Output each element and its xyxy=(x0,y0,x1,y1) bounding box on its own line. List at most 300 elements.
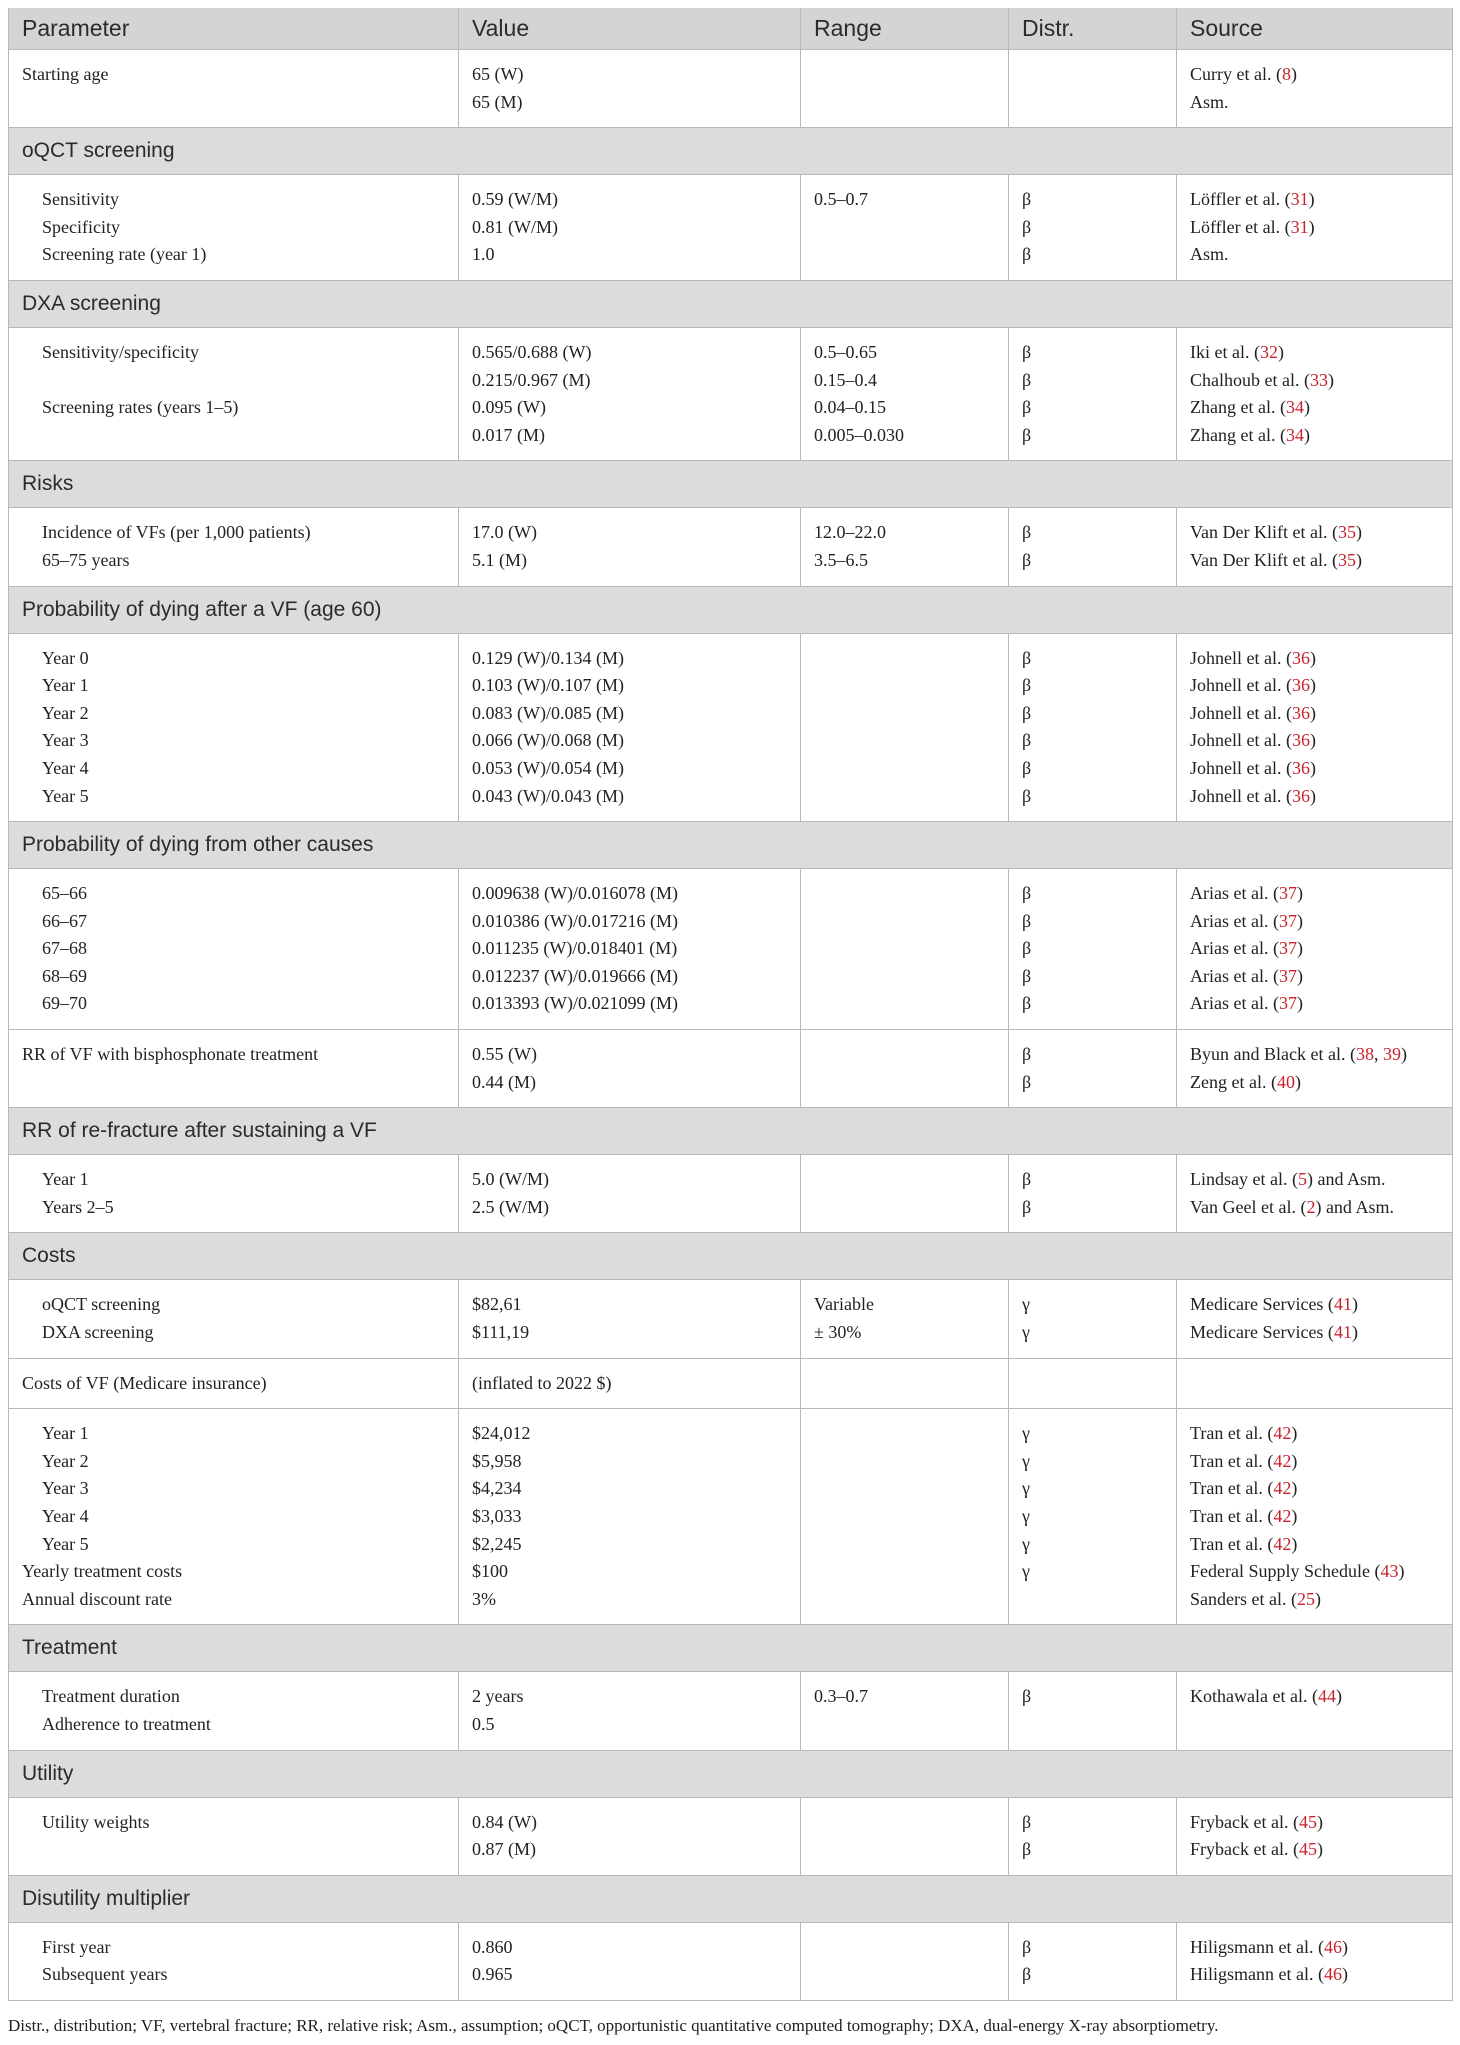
citation-text: Van Der Klift et al. ( xyxy=(1190,522,1338,543)
source-citation xyxy=(1190,1934,1439,1962)
reference-link[interactable]: 42 xyxy=(1273,1423,1292,1444)
reference-link[interactable]: 43 xyxy=(1380,1561,1399,1582)
header-parameter: Parameter xyxy=(9,8,459,50)
citation-text: ) xyxy=(1316,1839,1323,1860)
citation-text: Tran et al. ( xyxy=(1190,1423,1274,1444)
distr-line: β xyxy=(1022,1196,1032,1217)
table-row xyxy=(9,1030,1453,1108)
parameter-line: 67–68 xyxy=(42,938,87,959)
range-cell xyxy=(801,508,1009,586)
source-citation xyxy=(1190,214,1439,242)
distr-line: β xyxy=(1022,244,1032,265)
range-cell xyxy=(801,1409,1009,1625)
value-cell xyxy=(459,1409,801,1625)
section-header-row xyxy=(9,1233,1453,1280)
parameter-line: Subsequent years xyxy=(42,1964,168,1985)
citation-text: Johnell et al. ( xyxy=(1190,730,1292,751)
section-title: Risks xyxy=(9,461,1453,508)
citation-text: ) xyxy=(1303,424,1310,445)
range-line: 12.0–22.0 xyxy=(814,522,886,543)
section-title: RR of re-fracture after sustaining a VF xyxy=(9,1108,1453,1155)
source-citation xyxy=(1190,1420,1439,1448)
header-row xyxy=(9,8,1453,50)
reference-link[interactable]: 37 xyxy=(1278,965,1297,986)
source-citation xyxy=(1190,1041,1439,1069)
parameter-line: Year 3 xyxy=(42,730,89,751)
section-header-row xyxy=(9,1875,1453,1922)
citation-text: ) xyxy=(1291,1423,1298,1444)
value-line: $82,61 xyxy=(472,1294,522,1315)
distr-line: β xyxy=(1022,1169,1032,1190)
source-cell xyxy=(1177,1922,1453,2000)
header-source: Source xyxy=(1177,8,1453,50)
distr-line: β xyxy=(1022,647,1032,668)
parameter-line: 69–70 xyxy=(42,993,87,1014)
value-line: 0.965 xyxy=(472,1964,513,1985)
citation-text: ) xyxy=(1308,189,1315,210)
reference-link[interactable]: 38 xyxy=(1355,1044,1374,1065)
citation-text: Asm. xyxy=(1190,244,1229,265)
parameter-line: Screening rates (years 1–5) xyxy=(42,397,239,418)
value-line: 0.013393 (W)/0.021099 (M) xyxy=(472,993,678,1014)
value-cell xyxy=(459,1797,801,1875)
parameter-line: First year xyxy=(42,1936,111,1957)
reference-link[interactable]: 42 xyxy=(1273,1533,1292,1554)
range-line: ± 30% xyxy=(814,1322,862,1343)
citation-text: Arias et al. ( xyxy=(1190,910,1279,931)
source-citation xyxy=(1190,394,1439,422)
source-citation xyxy=(1190,880,1439,908)
reference-link[interactable]: 25 xyxy=(1296,1588,1315,1609)
source-citation xyxy=(1190,727,1439,755)
citation-text: ) and Asm. xyxy=(1315,1196,1394,1217)
distr-cell xyxy=(1009,1409,1177,1625)
citation-text: ) xyxy=(1341,1936,1348,1957)
citation-text: ) xyxy=(1327,369,1334,390)
section-header-row xyxy=(9,1625,1453,1672)
source-cell xyxy=(1177,1797,1453,1875)
value-line: 0.053 (W)/0.054 (M) xyxy=(472,757,624,778)
distr-line: β xyxy=(1022,1964,1032,1985)
source-citation xyxy=(1190,908,1439,936)
distr-line: β xyxy=(1022,730,1032,751)
citation-text: ) xyxy=(1294,1071,1301,1092)
parameter-line: 65–66 xyxy=(42,883,87,904)
value-cell xyxy=(459,1155,801,1233)
citation-text: Byun and Black et al. ( xyxy=(1190,1044,1356,1065)
table-row xyxy=(9,508,1453,586)
parameter-line: Treatment duration xyxy=(42,1686,180,1707)
source-citation xyxy=(1190,990,1439,1018)
citation-text: , xyxy=(1373,1044,1383,1065)
value-line: $4,234 xyxy=(472,1478,522,1499)
citation-text: Arias et al. ( xyxy=(1190,883,1279,904)
citation-text: ) xyxy=(1341,1964,1348,1985)
reference-link[interactable]: 31 xyxy=(1290,189,1309,210)
citation-text: Zhang et al. ( xyxy=(1190,397,1286,418)
table-row xyxy=(9,175,1453,281)
citation-text: Löffler et al. ( xyxy=(1190,216,1291,237)
distr-cell xyxy=(1009,175,1177,281)
citation-text: Johnell et al. ( xyxy=(1190,647,1292,668)
citation-text: ) xyxy=(1296,965,1303,986)
section-header-row xyxy=(9,280,1453,327)
source-citation xyxy=(1190,339,1439,367)
source-citation xyxy=(1190,783,1439,811)
range-line: 0.5–0.7 xyxy=(814,189,868,210)
parameter-line: Utility weights xyxy=(42,1811,150,1832)
parameter-cell xyxy=(9,869,459,1030)
source-cell xyxy=(1177,175,1453,281)
reference-link[interactable]: 36 xyxy=(1291,757,1310,778)
citation-text: ) xyxy=(1296,883,1303,904)
reference-link[interactable]: 37 xyxy=(1278,993,1297,1014)
parameter-cell xyxy=(9,1797,459,1875)
citation-text: ) xyxy=(1355,549,1362,570)
parameter-line: Sensitivity/specificity xyxy=(42,341,199,362)
reference-link[interactable]: 36 xyxy=(1291,785,1310,806)
parameter-cell xyxy=(9,1155,459,1233)
reference-link[interactable]: 33 xyxy=(1309,369,1328,390)
value-line: 0.011235 (W)/0.018401 (M) xyxy=(472,938,678,959)
value-line: 0.81 (W/M) xyxy=(472,216,558,237)
reference-link[interactable]: 37 xyxy=(1278,938,1297,959)
reference-link[interactable]: 36 xyxy=(1291,730,1310,751)
source-cell xyxy=(1177,1280,1453,1358)
value-cell xyxy=(459,633,801,822)
section-title: Costs xyxy=(9,1233,1453,1280)
citation-text: ) xyxy=(1303,397,1310,418)
citation-text: Zeng et al. ( xyxy=(1190,1071,1277,1092)
parameter-line: Yearly treatment costs xyxy=(22,1561,183,1582)
distr-line: β xyxy=(1022,397,1032,418)
value-line: 1.0 xyxy=(472,244,495,265)
value-line: 0.083 (W)/0.085 (M) xyxy=(472,702,624,723)
range-cell xyxy=(801,1155,1009,1233)
range-cell xyxy=(801,327,1009,460)
distr-cell xyxy=(1009,1672,1177,1750)
value-line: $5,958 xyxy=(472,1450,522,1471)
distr-line: β xyxy=(1022,910,1032,931)
source-citation xyxy=(1190,935,1439,963)
reference-link[interactable]: 45 xyxy=(1298,1811,1317,1832)
reference-link[interactable]: 42 xyxy=(1273,1478,1292,1499)
table-footnote: Distr., distribution; VF, vertebral fracture; RR, relative risk; Asm., assumption; oQCT, opportunistic quantitative computed tomography; DXA, dual-energy X-ray absorptiometry. xyxy=(8,2016,1219,2035)
section-title: oQCT screening xyxy=(9,128,1453,175)
reference-link[interactable]: 41 xyxy=(1333,1322,1352,1343)
parameter-line: Year 1 xyxy=(42,1169,89,1190)
parameter-cell xyxy=(9,1672,459,1750)
value-cell xyxy=(459,50,801,128)
reference-link[interactable]: 36 xyxy=(1291,675,1310,696)
citation-text: ) xyxy=(1316,1811,1323,1832)
value-cell xyxy=(459,1030,801,1108)
reference-link[interactable]: 36 xyxy=(1291,702,1310,723)
parameter-line: DXA screening xyxy=(42,1322,154,1343)
distr-line: β xyxy=(1022,549,1032,570)
distr-line: β xyxy=(1022,785,1032,806)
value-line: $3,033 xyxy=(472,1506,522,1526)
reference-link[interactable]: 46 xyxy=(1323,1936,1342,1957)
parameter-line: Year 4 xyxy=(42,757,89,778)
parameter-cell xyxy=(9,633,459,822)
source-citation xyxy=(1190,547,1439,575)
distr-line: β xyxy=(1022,189,1032,210)
citation-text: Tran et al. ( xyxy=(1190,1478,1274,1499)
table-row xyxy=(9,1155,1453,1233)
section-header-row xyxy=(9,586,1453,633)
citation-text: Iki et al. ( xyxy=(1190,341,1260,362)
value-line: 2.5 (W/M) xyxy=(472,1196,549,1217)
distr-line: γ xyxy=(1022,1322,1030,1343)
section-header-row xyxy=(9,461,1453,508)
parameter-line: Adherence to treatment xyxy=(42,1713,211,1734)
citation-text: Tran et al. ( xyxy=(1190,1533,1274,1554)
table-body xyxy=(9,50,1453,2001)
source-cell xyxy=(1177,1358,1453,1409)
citation-text: ) xyxy=(1309,675,1316,696)
distr-line: γ xyxy=(1022,1561,1030,1582)
distr-line: γ xyxy=(1022,1450,1030,1471)
parameter-line: Annual discount rate xyxy=(22,1588,172,1609)
value-line: 5.0 (W/M) xyxy=(472,1169,549,1190)
parameter-line: Year 1 xyxy=(42,675,89,696)
value-line: 0.010386 (W)/0.017216 (M) xyxy=(472,910,678,931)
distr-line: β xyxy=(1022,522,1032,543)
distr-line: β xyxy=(1022,938,1032,959)
source-citation xyxy=(1190,519,1439,547)
range-cell xyxy=(801,633,1009,822)
value-line: $100 xyxy=(472,1561,508,1582)
range-cell xyxy=(801,50,1009,128)
citation-text: Van Geel et al. ( xyxy=(1190,1196,1307,1217)
citation-text: ) xyxy=(1309,647,1316,668)
citation-text: ) xyxy=(1351,1294,1358,1315)
value-cell xyxy=(459,327,801,460)
reference-link[interactable]: 41 xyxy=(1333,1294,1352,1315)
value-line: 0.129 (W)/0.134 (M) xyxy=(472,647,624,668)
citation-text: ) xyxy=(1314,1588,1321,1609)
reference-link[interactable]: 5 xyxy=(1297,1169,1307,1190)
citation-text: ) xyxy=(1400,1044,1407,1065)
citation-text: Medicare Services ( xyxy=(1190,1294,1334,1315)
distr-cell xyxy=(1009,50,1177,128)
citation-text: Lindsay et al. ( xyxy=(1190,1169,1298,1190)
citation-text: Johnell et al. ( xyxy=(1190,702,1292,723)
parameter-line: 66–67 xyxy=(42,910,87,931)
value-line: 0.84 (W) xyxy=(472,1811,537,1832)
source-citation xyxy=(1190,1809,1439,1837)
parameter-cell xyxy=(9,1280,459,1358)
source-cell xyxy=(1177,50,1453,128)
parameter-line: Year 5 xyxy=(42,785,89,806)
table-row xyxy=(9,1672,1453,1750)
reference-link[interactable]: 42 xyxy=(1273,1506,1292,1526)
distr-line: β xyxy=(1022,341,1032,362)
source-citation xyxy=(1190,1291,1439,1319)
citation-text: ) xyxy=(1296,910,1303,931)
source-citation xyxy=(1190,61,1439,89)
citation-text: ) xyxy=(1291,1506,1298,1526)
section-title: Probability of dying from other causes xyxy=(9,822,1453,869)
source-citation xyxy=(1190,1069,1439,1097)
value-line: 2 years xyxy=(472,1686,524,1707)
reference-link[interactable]: 34 xyxy=(1285,397,1304,418)
citation-text: Arias et al. ( xyxy=(1190,965,1279,986)
section-title: Probability of dying after a VF (age 60) xyxy=(9,586,1453,633)
reference-link[interactable]: 34 xyxy=(1285,424,1304,445)
distr-cell xyxy=(1009,633,1177,822)
source-cell xyxy=(1177,869,1453,1030)
citation-text: Zhang et al. ( xyxy=(1190,424,1286,445)
reference-link[interactable]: 42 xyxy=(1273,1450,1292,1471)
parameter-line xyxy=(22,367,445,395)
source-citation xyxy=(1190,1448,1439,1476)
range-cell xyxy=(801,1030,1009,1108)
distr-line: γ xyxy=(1022,1478,1030,1499)
range-line: 0.15–0.4 xyxy=(814,369,877,390)
parameter-cell xyxy=(9,1922,459,2000)
citation-text: ) xyxy=(1351,1322,1358,1343)
value-line: 3% xyxy=(472,1588,496,1609)
reference-link[interactable]: 8 xyxy=(1281,64,1291,84)
source-citation xyxy=(1190,1194,1439,1222)
citation-text: ) xyxy=(1296,993,1303,1014)
citation-text: Van Der Klift et al. ( xyxy=(1190,549,1338,570)
distr-line: γ xyxy=(1022,1506,1030,1526)
table-row xyxy=(9,50,1453,128)
value-cell xyxy=(459,1280,801,1358)
value-line: 0.215/0.967 (M) xyxy=(472,369,591,390)
distr-cell xyxy=(1009,1280,1177,1358)
value-line: 0.103 (W)/0.107 (M) xyxy=(472,675,624,696)
reference-link[interactable]: 2 xyxy=(1306,1196,1316,1217)
citation-text: ) xyxy=(1277,341,1284,362)
parameter-line: Year 4 xyxy=(42,1506,89,1526)
reference-link[interactable]: 31 xyxy=(1290,216,1309,237)
distr-cell xyxy=(1009,327,1177,460)
section-title: Disutility multiplier xyxy=(9,1875,1453,1922)
reference-link[interactable]: 35 xyxy=(1337,522,1356,543)
source-cell xyxy=(1177,327,1453,460)
parameter-line: 68–69 xyxy=(42,965,87,986)
value-line: 5.1 (M) xyxy=(472,549,527,570)
value-line: (inflated to 2022 $) xyxy=(472,1372,612,1393)
distr-cell xyxy=(1009,1797,1177,1875)
source-cell xyxy=(1177,633,1453,822)
distr-line: β xyxy=(1022,1071,1032,1092)
distr-line: γ xyxy=(1022,1423,1030,1444)
parameter-line: 65–75 years xyxy=(42,549,130,570)
citation-text: Tran et al. ( xyxy=(1190,1450,1274,1471)
parameter-line: Year 2 xyxy=(42,702,89,723)
distr-line: β xyxy=(1022,965,1032,986)
header-value: Value xyxy=(459,8,801,50)
reference-link[interactable]: 37 xyxy=(1278,883,1297,904)
value-line: 65 (M) xyxy=(472,91,523,112)
distr-cell xyxy=(1009,1030,1177,1108)
distr-line: β xyxy=(1022,1686,1032,1707)
value-line: 0.043 (W)/0.043 (M) xyxy=(472,785,624,806)
distr-line: β xyxy=(1022,993,1032,1014)
citation-text: ) xyxy=(1308,216,1315,237)
citation-text: ) xyxy=(1309,730,1316,751)
distr-cell xyxy=(1009,1922,1177,2000)
citation-text: Arias et al. ( xyxy=(1190,938,1279,959)
value-line: 65 (W) xyxy=(472,64,524,84)
parameter-line: Specificity xyxy=(42,216,120,237)
distr-line: β xyxy=(1022,702,1032,723)
range-line: 0.3–0.7 xyxy=(814,1686,868,1707)
range-line: 0.005–0.030 xyxy=(814,424,904,445)
distr-line: β xyxy=(1022,1936,1032,1957)
source-citation xyxy=(1190,422,1439,450)
citation-text: ) xyxy=(1291,1478,1298,1499)
distr-line: β xyxy=(1022,424,1032,445)
reference-link[interactable]: 35 xyxy=(1337,549,1356,570)
reference-link[interactable]: 39 xyxy=(1382,1044,1401,1065)
reference-link[interactable]: 32 xyxy=(1259,341,1278,362)
value-line: 0.095 (W) xyxy=(472,397,546,418)
source-citation xyxy=(1190,645,1439,673)
citation-text: ) xyxy=(1290,64,1297,84)
value-line: 0.565/0.688 (W) xyxy=(472,341,592,362)
distr-line: β xyxy=(1022,369,1032,390)
range-cell xyxy=(801,1922,1009,2000)
distr-line: β xyxy=(1022,883,1032,904)
parameter-cell xyxy=(9,327,459,460)
citation-text: Medicare Services ( xyxy=(1190,1322,1334,1343)
value-line: 17.0 (W) xyxy=(472,522,537,543)
reference-link[interactable]: 37 xyxy=(1278,910,1297,931)
range-cell xyxy=(801,1672,1009,1750)
section-title: DXA screening xyxy=(9,280,1453,327)
source-citation xyxy=(1190,1166,1439,1194)
source-citation xyxy=(1190,1531,1439,1559)
source-citation xyxy=(1190,1475,1439,1503)
source-citation xyxy=(1190,1683,1439,1711)
distr-line: β xyxy=(1022,1839,1032,1860)
table-row xyxy=(9,869,1453,1030)
citation-text: Asm. xyxy=(1190,91,1229,112)
range-cell xyxy=(801,1797,1009,1875)
parameter-line: Screening rate (year 1) xyxy=(42,244,207,265)
range-line: Variable xyxy=(814,1294,874,1315)
reference-link[interactable]: 40 xyxy=(1276,1071,1295,1092)
value-cell xyxy=(459,1922,801,2000)
citation-text: Kothawala et al. ( xyxy=(1190,1686,1318,1707)
source-citation xyxy=(1190,367,1439,395)
reference-link[interactable]: 45 xyxy=(1298,1839,1317,1860)
table-row xyxy=(9,633,1453,822)
reference-link[interactable]: 44 xyxy=(1317,1686,1336,1707)
value-cell xyxy=(459,1358,801,1409)
distr-cell xyxy=(1009,1155,1177,1233)
source-citation xyxy=(1190,1558,1439,1586)
reference-link[interactable]: 46 xyxy=(1323,1964,1342,1985)
value-line: $111,19 xyxy=(472,1322,530,1343)
section-title: Utility xyxy=(9,1750,1453,1797)
citation-text: ) xyxy=(1291,1533,1298,1554)
header-range: Range xyxy=(801,8,1009,50)
source-citation xyxy=(1190,963,1439,991)
source-citation xyxy=(1190,1503,1439,1531)
parameter-cell xyxy=(9,175,459,281)
source-citation xyxy=(1190,1586,1439,1614)
reference-link[interactable]: 36 xyxy=(1291,647,1310,668)
range-line: 0.5–0.65 xyxy=(814,341,877,362)
range-cell xyxy=(801,1358,1009,1409)
